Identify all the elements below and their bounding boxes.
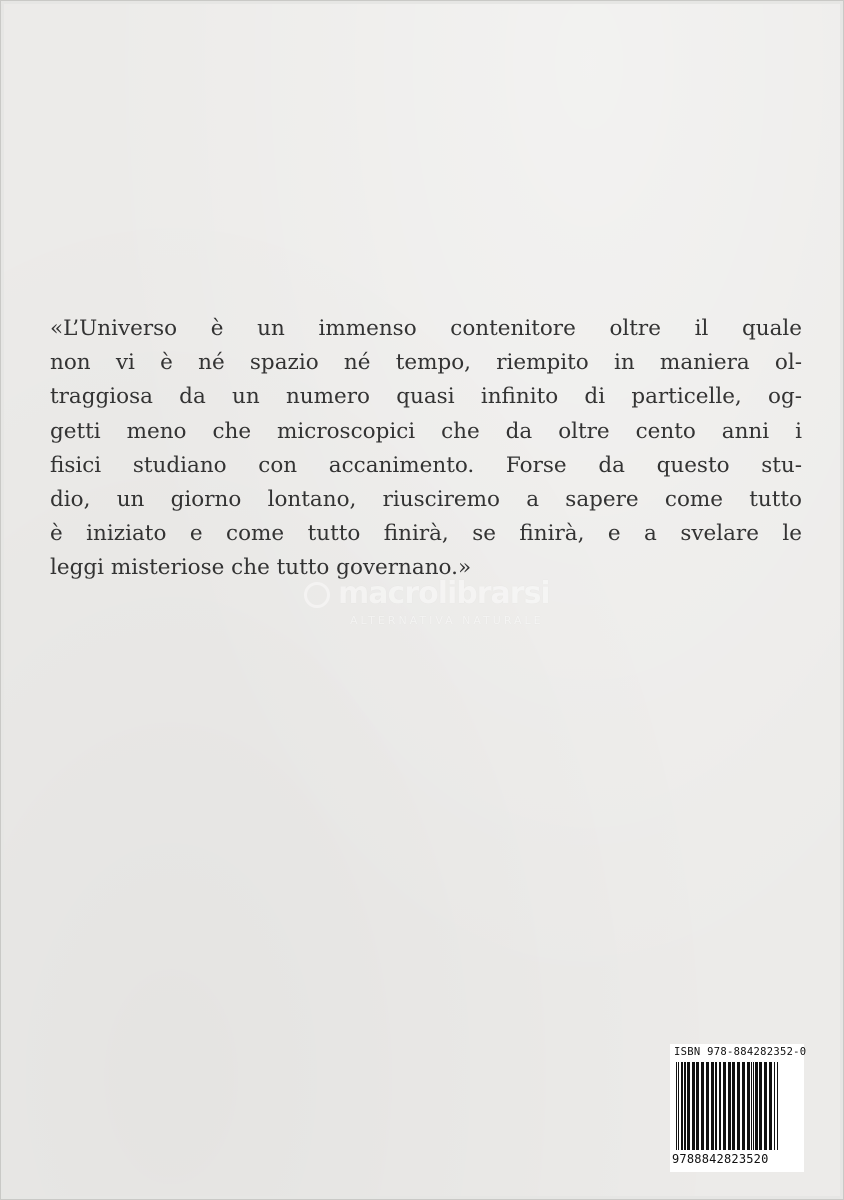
isbn-label: ISBN 978-884282352-0 bbox=[674, 1046, 807, 1058]
barcode-bar bbox=[751, 1062, 752, 1150]
watermark-logo-icon bbox=[304, 582, 330, 608]
ean-digits: 9788842823520 bbox=[672, 1152, 769, 1166]
barcode-bar bbox=[732, 1062, 735, 1150]
barcode-bar bbox=[696, 1062, 699, 1150]
blurb-line: è iniziato e come tutto finirà, se finirà, e a svelare le bbox=[50, 521, 802, 547]
blurb-line: getti meno che microscopici che da oltre cento anni i bbox=[50, 418, 802, 444]
watermark bbox=[304, 576, 594, 636]
blurb-line: «L’Universo è un immenso contenitore oltre il quale bbox=[50, 316, 802, 341]
barcode-bar bbox=[742, 1062, 745, 1150]
blurb-line: traggiosa da un numero quasi infinito di particelle, og- bbox=[50, 384, 802, 410]
barcode-area bbox=[670, 1044, 807, 1172]
barcode-bar bbox=[774, 1062, 775, 1150]
barcode-bar bbox=[755, 1062, 758, 1150]
barcode-bar bbox=[728, 1062, 731, 1150]
barcode-bar bbox=[711, 1062, 714, 1150]
watermark-name: macrolibrarsi bbox=[338, 576, 550, 611]
barcode-bar bbox=[769, 1062, 772, 1150]
barcode-bar bbox=[692, 1062, 695, 1150]
barcode-bar bbox=[737, 1062, 740, 1150]
barcode-bar bbox=[759, 1062, 762, 1150]
blurb-line: dio, un giorno lontano, riusciremo a sapere come tutto bbox=[50, 486, 802, 512]
blurb-quote bbox=[50, 312, 802, 586]
barcode-bar bbox=[676, 1062, 677, 1150]
barcode-bar bbox=[753, 1062, 754, 1150]
barcode-bar bbox=[747, 1062, 750, 1150]
barcode-bar bbox=[678, 1062, 679, 1150]
barcode-bar bbox=[719, 1062, 721, 1150]
barcode-bar bbox=[684, 1062, 686, 1150]
blurb-line: non vi è né spazio né tempo, riempito in maniera ol- bbox=[50, 350, 802, 376]
barcode-bars bbox=[674, 1062, 800, 1150]
barcode-bar bbox=[764, 1062, 767, 1150]
watermark-tagline: ALTERNATIVA NATURALE bbox=[350, 614, 544, 627]
barcode-bar bbox=[687, 1062, 690, 1150]
barcode-bar bbox=[723, 1062, 726, 1150]
barcode-bar bbox=[681, 1062, 683, 1150]
barcode-bar bbox=[715, 1062, 717, 1150]
blurb-line: fisici studiano con accanimento. Forse da questo stu- bbox=[50, 452, 802, 478]
barcode-bar bbox=[701, 1062, 704, 1150]
book-back-cover bbox=[4, 4, 840, 1196]
blurb-line: leggi misteriose che tutto governano.» bbox=[50, 555, 472, 581]
barcode-bar bbox=[706, 1062, 709, 1150]
barcode-bar bbox=[777, 1062, 778, 1150]
